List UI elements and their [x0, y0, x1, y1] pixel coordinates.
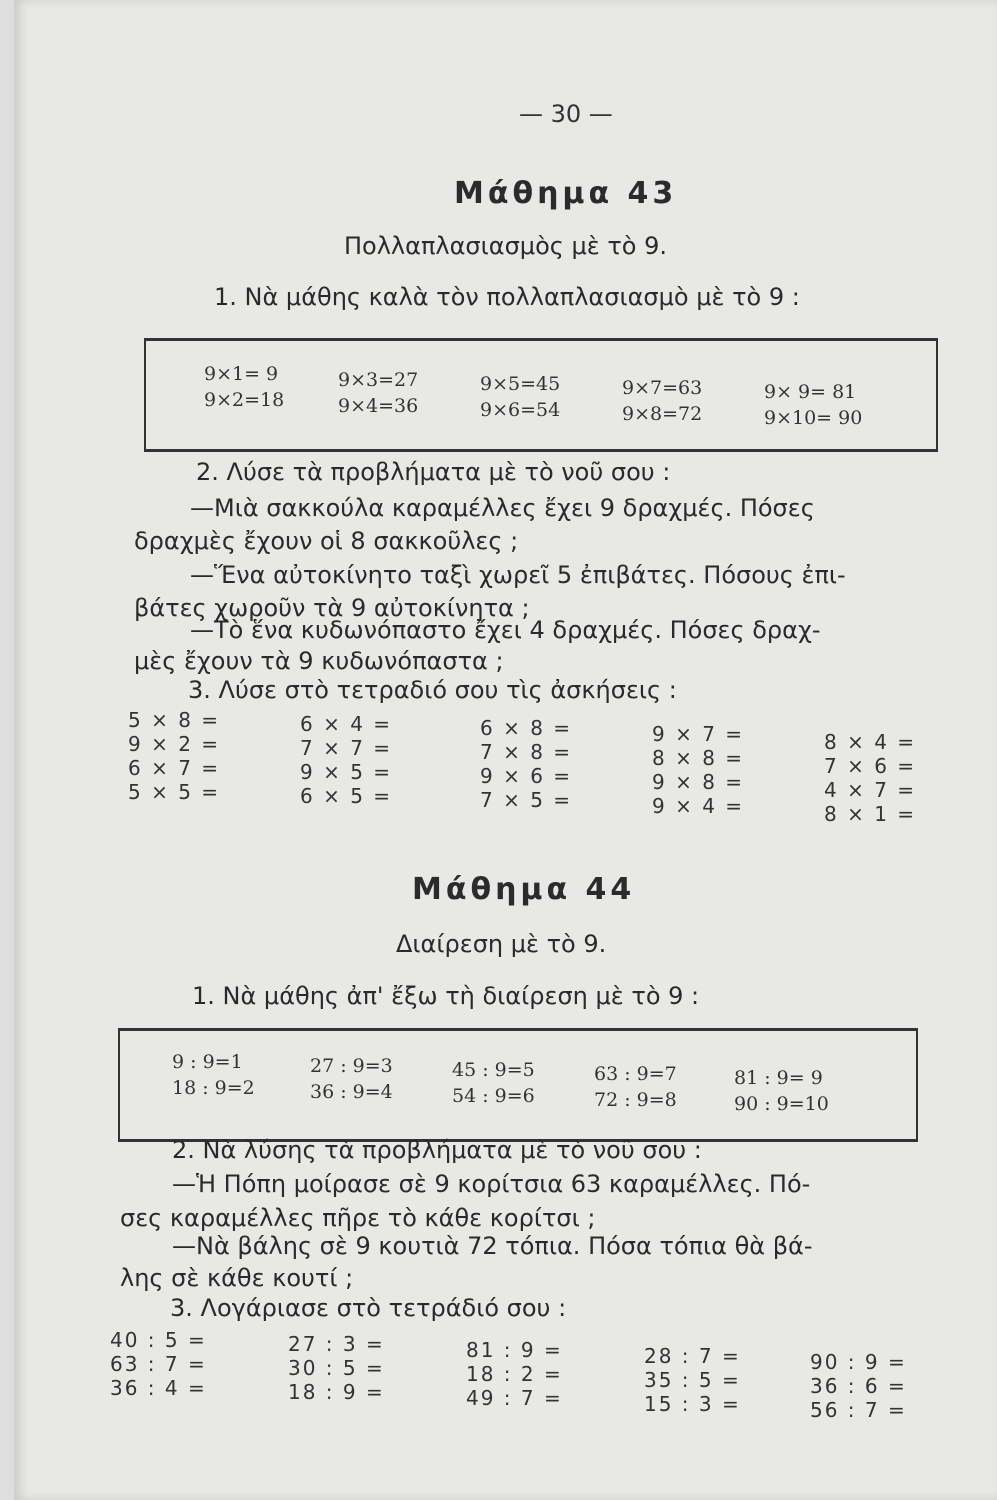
exercise: 28 : 7 = [644, 1344, 741, 1368]
exercise-column [466, 1338, 563, 1410]
table-cell: 9×8=72 [622, 403, 703, 425]
exercise-column [480, 716, 572, 812]
problem-line: —Ἕνα αὐτοκίνητο ταξὶ χωρεῖ 5 ἐπιβάτες. Πόσους ἐπι- [190, 561, 846, 589]
table-cell: 9×1= 9 [204, 363, 279, 385]
table-cell: 9×4=36 [338, 395, 419, 417]
exercise-column [652, 722, 744, 818]
table-cell: 45 : 9=5 [452, 1059, 535, 1081]
table-column [480, 371, 560, 423]
table-cell: 9×10= 90 [764, 407, 863, 429]
exercise: 18 : 2 = [466, 1362, 563, 1386]
problem-line: —Τὸ ἕνα κυδωνόπαστο ἔχει 4 δραχμές. Πόσες δραχ- [190, 616, 821, 644]
lesson-44-item-3: 3. Λογάριασε στὸ τετράδιό σου : [170, 1294, 567, 1322]
lesson-43-item-3: 3. Λύσε στὸ τετραδιό σου τὶς ἀσκήσεις : [188, 676, 677, 704]
problem-line: λης σὲ κάθε κουτί ; [120, 1264, 354, 1292]
table-cell: 9×5=45 [480, 373, 561, 395]
exercise: 6 × 8 = [480, 716, 573, 740]
lesson-43-multiplication-table [144, 338, 938, 452]
table-column [204, 361, 284, 413]
exercise: 9 × 2 = [128, 732, 221, 756]
exercise: 63 : 7 = [110, 1352, 207, 1376]
lesson-44-division-table [118, 1028, 918, 1142]
exercise: 35 : 5 = [644, 1368, 741, 1392]
page-number: — 30 — [519, 100, 613, 128]
exercise: 30 : 5 = [288, 1356, 385, 1380]
problem-line: σες καραμέλλες πῆρε τὸ κάθε κορίτσι ; [120, 1204, 596, 1232]
table-column [594, 1061, 677, 1113]
exercise: 8 × 8 = [652, 746, 745, 770]
lesson-43-title: Μάθημα 43 [454, 176, 678, 211]
exercise: 5 × 5 = [128, 780, 221, 804]
table-column [764, 379, 862, 431]
exercise: 9 × 4 = [652, 794, 745, 818]
table-cell: 18 : 9=2 [172, 1077, 255, 1099]
problem-line: βάτες χωροῦν τὰ 9 αὐτοκίνητα ; [134, 594, 530, 622]
lesson-44-item-1: 1. Νὰ μάθης ἀπ' ἔξω τὴ διαίρεση μὲ τὸ 9 : [192, 982, 700, 1010]
problem-line: —Νὰ βάλης σὲ 9 κουτιὰ 72 τόπια. Πόσα τόπια θὰ βά- [172, 1232, 813, 1260]
table-cell: 54 : 9=6 [452, 1085, 535, 1107]
exercise-column [300, 712, 392, 808]
exercise: 5 × 8 = [128, 708, 221, 732]
exercise: 27 : 3 = [288, 1332, 385, 1356]
lesson-43-subtitle: Πολλαπλασιασμὸς μὲ τὸ 9. [344, 232, 667, 260]
lesson-43-item-1: 1. Νὰ μάθης καλὰ τὸν πολλαπλασιασμὸ μὲ τὸ 9 : [214, 283, 800, 311]
exercise: 36 : 6 = [810, 1374, 907, 1398]
exercise: 36 : 4 = [110, 1376, 207, 1400]
exercise: 81 : 9 = [466, 1338, 563, 1362]
exercise-column [644, 1344, 741, 1416]
exercise: 9 × 5 = [300, 760, 393, 784]
exercise: 7 × 7 = [300, 736, 393, 760]
table-cell: 9×2=18 [204, 389, 285, 411]
table-cell: 72 : 9=8 [594, 1089, 677, 1111]
lesson-44-subtitle: Διαίρεση μὲ τὸ 9. [396, 930, 607, 958]
table-column [338, 367, 418, 419]
problem-line: δραχμὲς ἔχουν οἱ 8 σακκοῦλες ; [134, 527, 519, 555]
exercise: 90 : 9 = [810, 1350, 907, 1374]
table-cell: 9× 9= 81 [764, 381, 857, 403]
lesson-44-title: Μάθημα 44 [412, 872, 636, 907]
exercise: 15 : 3 = [644, 1392, 741, 1416]
problem-line: —Ἡ Πόπη μοίρασε σὲ 9 κορίτσια 63 καραμέλλες. Πό- [172, 1170, 811, 1198]
exercise: 7 × 5 = [480, 788, 573, 812]
exercise: 56 : 7 = [810, 1398, 907, 1422]
exercise: 7 × 6 = [824, 754, 917, 778]
exercise: 8 × 1 = [824, 802, 917, 826]
table-cell: 63 : 9=7 [594, 1063, 677, 1085]
exercise-column [110, 1328, 207, 1400]
exercise: 6 × 4 = [300, 712, 393, 736]
exercise: 8 × 4 = [824, 730, 917, 754]
exercise: 4 × 7 = [824, 778, 917, 802]
exercise: 6 × 5 = [300, 784, 393, 808]
table-column [452, 1057, 535, 1109]
table-column [734, 1065, 829, 1117]
table-column [622, 375, 702, 427]
table-cell: 27 : 9=3 [310, 1055, 393, 1077]
table-column [172, 1049, 255, 1101]
problem-line: μὲς ἔχουν τὰ 9 κυδωνόπαστα ; [134, 647, 504, 675]
table-column [310, 1053, 393, 1105]
exercise-column [128, 708, 220, 804]
table-cell: 36 : 9=4 [310, 1081, 393, 1103]
exercise-column [288, 1332, 385, 1404]
table-cell: 90 : 9=10 [734, 1093, 829, 1115]
table-cell: 9 : 9=1 [172, 1051, 243, 1073]
table-cell: 81 : 9= 9 [734, 1067, 823, 1089]
exercise: 18 : 9 = [288, 1380, 385, 1404]
exercise: 6 × 7 = [128, 756, 221, 780]
exercise: 9 × 8 = [652, 770, 745, 794]
exercise: 9 × 6 = [480, 764, 573, 788]
table-cell: 9×7=63 [622, 377, 703, 399]
exercise: 9 × 7 = [652, 722, 745, 746]
exercise: 7 × 8 = [480, 740, 573, 764]
table-cell: 9×6=54 [480, 399, 561, 421]
exercise-column [810, 1350, 907, 1422]
lesson-43-item-2: 2. Λύσε τὰ προβλήματα μὲ τὸ νοῦ σου : [196, 458, 671, 486]
problem-line: —Μιὰ σακκούλα καραμέλλες ἔχει 9 δραχμές. Πόσες [190, 494, 815, 522]
exercise: 40 : 5 = [110, 1328, 207, 1352]
exercise: 49 : 7 = [466, 1386, 563, 1410]
lesson-44-item-2: 2. Νὰ λύσης τὰ προβλήματα μὲ τὸ νοῦ σου : [172, 1136, 702, 1164]
table-cell: 9×3=27 [338, 369, 419, 391]
exercise-column [824, 730, 916, 826]
book-page [14, 0, 997, 1500]
